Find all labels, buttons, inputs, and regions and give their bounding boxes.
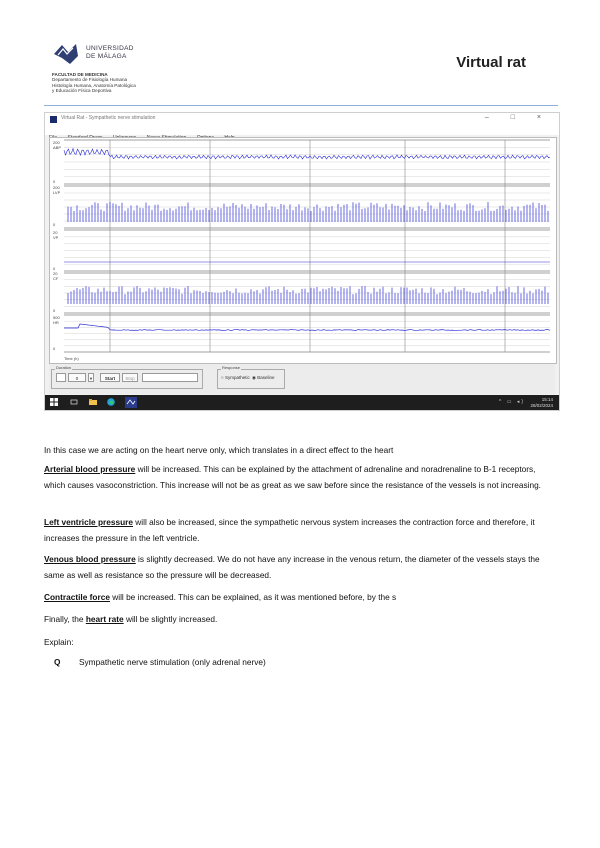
university-seal-icon: [52, 42, 80, 66]
ch2-bottom-label: 0: [53, 222, 56, 227]
contractile-force-paragraph: [44, 590, 556, 606]
taskbar: [45, 395, 559, 410]
arterial-pressure-term: Arterial blood pressure: [44, 464, 136, 474]
radio-sympathetic[interactable]: ○ Sympathetic: [221, 375, 250, 380]
stepper[interactable]: 0: [68, 373, 86, 382]
university-logo: [50, 38, 160, 98]
file-explorer-icon[interactable]: [89, 398, 97, 406]
heart-rate-pre: Finally, the: [44, 614, 86, 624]
bullet-mark: Q: [54, 657, 61, 667]
header-divider: [44, 105, 558, 106]
ch4-bottom-label: 0: [53, 308, 56, 313]
ch1-bottom-label: 0: [53, 179, 56, 184]
response-group: [217, 365, 285, 389]
virtual-rat-taskbar-icon[interactable]: [125, 397, 137, 408]
trace-canvas: [50, 138, 556, 363]
ch2-top-label: 200: [53, 185, 60, 190]
duration-group-label: Duration: [56, 365, 72, 370]
arterial-pressure-text: will be increased. This can be explained by the attachment of adrenaline and noradrenaline to B-1 receptors, which causes vasoconstriction. This increase will not be as great as we saw before since the resistance of the vessels is not increasing.: [44, 464, 541, 490]
taskbar-clock[interactable]: [530, 397, 553, 408]
ch1-top-label: 200: [53, 140, 60, 145]
lvp-paragraph: [44, 515, 556, 546]
abp-trace: [64, 149, 550, 159]
ch3-unit-label: VP: [53, 235, 59, 240]
window-titlebar: [45, 113, 559, 126]
menu-bar: [45, 126, 559, 135]
radio-baseline-label: Baseline: [257, 375, 275, 380]
radio-baseline[interactable]: ◉ Baseline: [252, 375, 275, 380]
arterial-pressure-paragraph: [44, 462, 556, 493]
ch4-top-label: 20: [53, 271, 58, 276]
ch3-top-label: 20: [53, 230, 58, 235]
venous-pressure-term: Venous blood pressure: [44, 554, 136, 564]
edge-browser-icon[interactable]: [107, 398, 115, 406]
document-title: Virtual rat: [456, 54, 526, 71]
notes-field[interactable]: [142, 373, 198, 382]
ch5-unit-label: HR: [53, 320, 59, 325]
stop-button[interactable]: Stop: [122, 373, 138, 382]
ch3-bottom-label: 0: [53, 266, 56, 271]
venous-pressure-text: is slightly decreased. We do not have any increase in the venous return, the diameter of the vessels stays the same as well as resistance so the pressure will be decreased.: [44, 554, 540, 580]
contractile-force-term: Contractile force: [44, 592, 110, 602]
time-axis-label: Time (h): [64, 356, 79, 361]
explain-heading: Explain:: [44, 637, 74, 647]
ch5-bottom-label: 0: [53, 346, 56, 351]
intro-paragraph: In this case we are acting on the heart nerve only, which translates in a direct effect to the heart: [44, 445, 394, 455]
response-group-label: Response: [222, 365, 241, 370]
spin-down-button[interactable]: ▾: [88, 373, 94, 382]
clock-date: 28/02/2024: [530, 402, 553, 408]
bullet-text: Sympathetic nerve stimulation (only adrenal nerve): [79, 657, 266, 667]
faculty-info: FACULTAD DE MEDICINA Departamento de Fisiología Humana Histología Humana, Anatomía Patológica y Educación Física Deportiva: [52, 72, 136, 94]
virtual-rat-screenshot: [44, 112, 560, 411]
lvp-trace: [68, 202, 548, 222]
duration-group: [51, 365, 203, 389]
system-tray-icons[interactable]: ^ ▭ ◂): [498, 399, 525, 405]
recording-plot: [49, 137, 557, 364]
ch4-unit-label: CF: [53, 276, 59, 281]
ch5-top-label: 500: [53, 315, 60, 320]
heart-rate-text: will be slightly increased.: [123, 614, 218, 624]
app-icon: [50, 116, 57, 123]
control-panel: [49, 364, 555, 394]
lvp-term: Left ventricle pressure: [44, 517, 133, 527]
windows-start-icon[interactable]: [50, 398, 58, 406]
window-controls[interactable]: ‒ □ ×: [484, 114, 551, 121]
window-title: Virtual Rat - Sympathetic nerve stimulation: [61, 115, 156, 121]
document-header: [50, 38, 560, 100]
contractile-force-text: will be increased. This can be explained, as it was mentioned before, by the s: [109, 592, 397, 602]
value-field[interactable]: [56, 373, 66, 382]
ch2-unit-label: LVP: [53, 190, 61, 195]
venous-pressure-paragraph: [44, 552, 556, 583]
start-button[interactable]: Start: [100, 373, 120, 382]
clock-time: 15:14: [541, 397, 553, 402]
heart-rate-term: heart rate: [85, 614, 124, 624]
university-name: UNIVERSIDAD DE MÁLAGA: [86, 45, 134, 60]
lvp-text: will also be increased, since the sympathetic nervous system increases the contraction force and therefore, it increases the pressure in the left ventricle.: [44, 517, 535, 543]
ch1-unit-label: ABP: [53, 145, 62, 150]
contractile-force-trace: [68, 286, 548, 304]
radio-sympathetic-label: Sympathetic: [224, 375, 250, 380]
heart-rate-paragraph: [44, 612, 556, 628]
task-view-icon[interactable]: [70, 398, 78, 406]
